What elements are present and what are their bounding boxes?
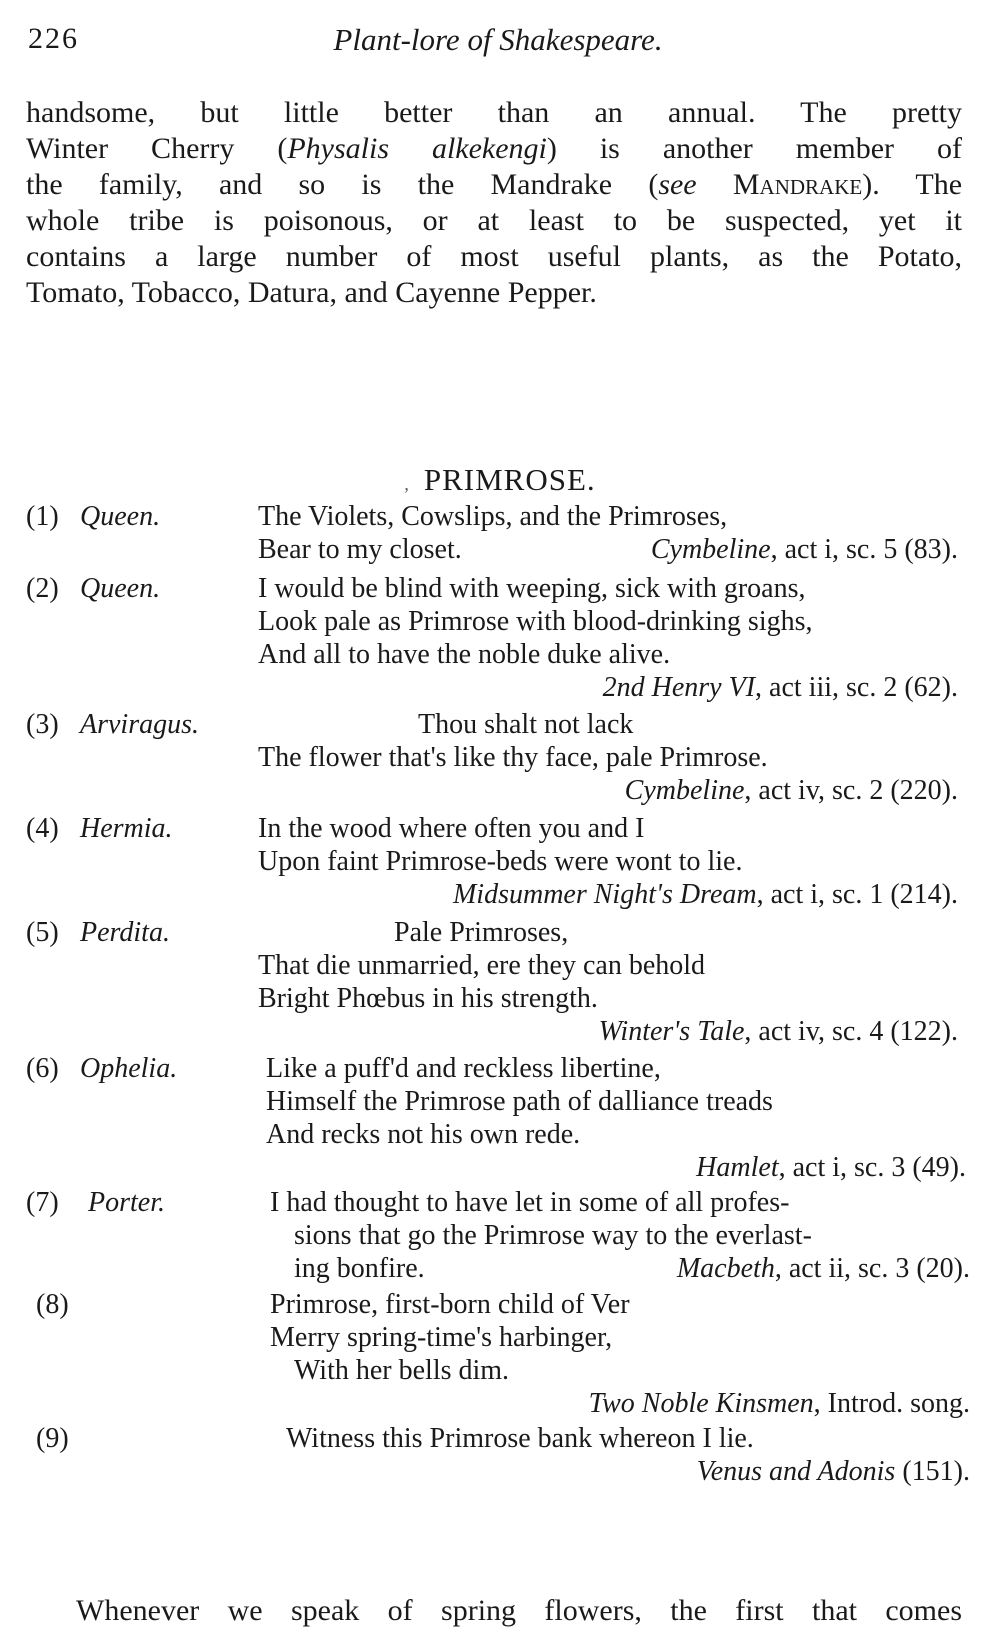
quote-line: And recks not his own rede. — [266, 1119, 581, 1150]
quote-speaker: Ophelia. — [80, 1053, 178, 1084]
quote-text — [258, 500, 958, 566]
quote-speaker: Queen. — [80, 573, 161, 604]
see-reference: see — [658, 168, 697, 201]
quote-text — [258, 812, 958, 911]
quote-line: And all to have the noble duke alive. — [258, 639, 671, 670]
section-heading — [0, 462, 1000, 498]
quote-number: (5) — [26, 917, 59, 948]
quote-line: Merry spring-time's harbinger, — [270, 1322, 613, 1353]
quote-citation: Midsummer Night's Dream, act i, sc. 1 (214). — [452, 879, 958, 910]
quote-citation: Venus and Adonis (151). — [696, 1456, 970, 1487]
quote-text — [258, 916, 958, 1048]
quote-line: Like a puff'd and reckless libertine, — [266, 1053, 661, 1084]
intro-line: whole tribe is poisonous, or at least to be suspected, yet it — [26, 204, 962, 237]
quote-line: Himself the Primrose path of dalliance treads — [266, 1086, 773, 1117]
quote-line: Look pale as Primrose with blood-drinking sighs, — [258, 606, 813, 637]
quote-text — [266, 1052, 966, 1184]
quote-citation: Cymbeline, act i, sc. 5 (83). — [650, 534, 958, 565]
quote-line: Bear to my closet. Cymbeline, act i, sc. 5 (83). — [258, 534, 958, 565]
quote-line: Upon faint Primrose-beds were wont to lie. — [258, 846, 743, 877]
section-title: PRIMROSE. — [423, 462, 596, 497]
quote-number: (9) — [36, 1423, 69, 1454]
quote-number: (2) — [26, 573, 59, 604]
quote-line: The Violets, Cowslips, and the Primroses, — [258, 501, 728, 532]
quote-line: With her bells dim. — [294, 1355, 510, 1386]
intro-line: contains a large number of most useful plants, as the Potato, — [26, 240, 962, 273]
quote-speaker: Porter. — [88, 1187, 165, 1218]
quote-text — [258, 708, 958, 807]
quote-line: sions that go the Primrose way to the everlast- — [294, 1220, 812, 1251]
quote-speaker: Queen. — [80, 501, 161, 532]
quote-citation: Winter's Tale, act iv, sc. 4 (122). — [598, 1016, 958, 1047]
quote-text — [258, 572, 958, 704]
page-number: 226 — [28, 22, 79, 55]
quote-number: (8) — [36, 1289, 69, 1320]
quote-speaker: Perdita. — [80, 917, 170, 948]
stray-mark: , — [404, 474, 410, 494]
quote-line: Witness this Primrose bank whereon I lie. — [286, 1423, 754, 1454]
quote-text — [270, 1186, 970, 1285]
quote-line: ing bonfire. Macbeth, act ii, sc. 3 (20). — [294, 1253, 970, 1284]
page-header — [28, 22, 968, 72]
quote-number: (1) — [26, 501, 59, 532]
quote-line: Pale Primroses, — [394, 917, 569, 948]
quote-line: That die unmarried, ere they can behold — [258, 950, 706, 981]
quote-citation: Hamlet, act i, sc. 3 (49). — [696, 1152, 966, 1183]
quote-number: (4) — [26, 813, 59, 844]
quote-text — [270, 1288, 970, 1420]
quote-line: Thou shalt not lack — [418, 709, 634, 740]
intro-line: Tomato, Tobacco, Datura, and Cayenne Pepper. — [26, 276, 597, 309]
latin-name: Physalis alkekengi — [287, 132, 547, 165]
intro-line: handsome, but little better than an annual. The pretty — [26, 96, 962, 129]
quote-number: (6) — [26, 1053, 59, 1084]
quote-citation: Cymbeline, act iv, sc. 2 (220). — [624, 775, 958, 806]
intro-paragraph — [26, 95, 962, 311]
quote-line: The flower that's like thy face, pale Primrose. — [258, 742, 768, 773]
quote-speaker: Arviragus. — [80, 709, 199, 740]
quote-line: In the wood where often you and I — [258, 813, 645, 844]
quote-citation: Two Noble Kinsmen, Introd. song. — [588, 1388, 970, 1419]
quote-citation: 2nd Henry VI, act iii, sc. 2 (62). — [602, 672, 958, 703]
intro-line: the family, and so is the Mandrake (see Mandrake). The — [26, 168, 963, 201]
quote-line: I would be blind with weeping, sick with groans, — [258, 573, 806, 604]
cross-reference: Mandrake — [732, 168, 863, 201]
quote-number: (3) — [26, 709, 59, 740]
quote-number: (7) — [26, 1187, 59, 1218]
intro-line: Winter Cherry (Physalis alkekengi) is another member of — [26, 132, 962, 165]
quote-speaker: Hermia. — [80, 813, 173, 844]
quote-citation: Macbeth, act ii, sc. 3 (20). — [676, 1253, 970, 1284]
quote-line: I had thought to have let in some of all profes- — [270, 1187, 790, 1218]
running-title: Plant-lore of Shakespeare. — [333, 22, 663, 57]
quote-line: Bright Phœbus in his strength. — [258, 983, 598, 1014]
quote-text — [270, 1422, 970, 1488]
quote-line: Primrose, first-born child of Ver — [270, 1289, 630, 1320]
closing-paragraph-start: Whenever we speak of spring flowers, the first that comes — [76, 1594, 962, 1627]
